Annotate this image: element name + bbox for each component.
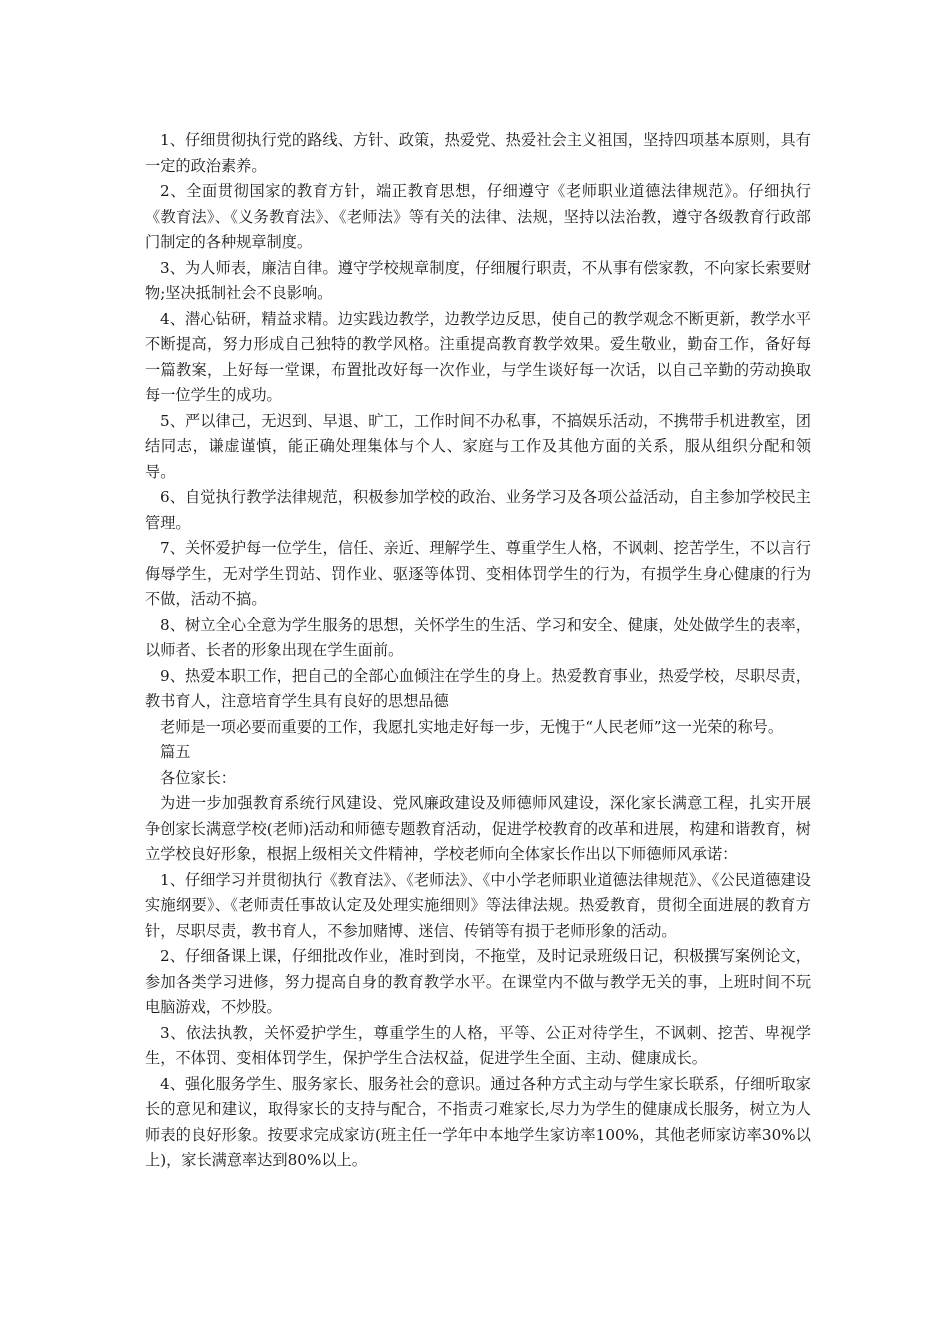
pledge-item-4: 4、强化服务学生、服务家长、服务社会的意识。通过各种方式主动与学生家长联系，仔细听取家长的意见和建议，取得家长的支持与配合，不指责刁难家长,尽力为学生的健康成长服务，树立为人师表的良好形象。按要求完成家访(班主任一学年中本地学生家访率100%，其他老师家访率30%以上)，家长满意率达到80%以上。 — [145, 1074, 811, 1169]
section-heading: 篇五 — [160, 743, 191, 761]
paragraph-6: 6、自觉执行教学法律规范，积极参加学校的政治、业务学习及各项公益活动，自主参加学校民主管理。 — [145, 488, 811, 532]
intro-paragraph: 为进一步加强教育系统行风建设、党风廉政建设及师德师风建设，深化家长满意工程，扎实开展争创家长满意学校(老师)活动和师德专题教育活动，促进学校教育的改革和进展，构建和谐教育，树立学校良好形象，根据上级相关文件精神，学校老师向全体家长作出以下师德师风承诺： — [145, 794, 811, 863]
pledge-item-2: 2、仔细备课上课，仔细批改作业，准时到岗，不拖堂，及时记录班级日记，积极撰写案例论文，参加各类学习进修，努力提高自身的教育教学水平。在课堂内不做与教学无关的事，上班时间不玩电脑游戏，不炒股。 — [145, 947, 811, 1016]
closing-paragraph: 老师是一项必要而重要的工作，我愿扎实地走好每一步，无愧于“人民老师”这一光荣的称号。 — [160, 717, 784, 736]
document-body — [145, 128, 811, 1174]
paragraph-3: 3、为人师表，廉洁自律。遵守学校规章制度，仔细履行职责，不从事有偿家教，不向家长索要财物;坚决抵制社会不良影响。 — [145, 258, 811, 302]
pledge-item-3: 3、依法执教，关怀爱护学生，尊重学生的人格，平等、公正对待学生，不讽刺、挖苦、卑视学生，不体罚、变相体罚学生，保护学生合法权益，促进学生全面、主动、健康成长。 — [145, 1023, 811, 1067]
paragraph-8: 8、树立全心全意为学生服务的思想，关怀学生的生活、学习和安全、健康，处处做学生的表率，以师者、长者的形象出现在学生面前。 — [145, 615, 811, 659]
paragraph-9: 9、热爱本职工作，把自己的全部心血倾注在学生的身上。热爱教育事业，热爱学校，尽职尽责，教书育人，注意培育学生具有良好的思想品德 — [145, 666, 811, 710]
paragraph-1: 1、仔细贯彻执行党的路线、方针、政策，热爱党、热爱社会主义祖国，坚持四项基本原则，具有一定的政治素养。 — [145, 131, 811, 175]
paragraph-2: 2、全面贯彻国家的教育方针，端正教育思想，仔细遵守《老师职业道德法律规范》。仔细执行《教育法》、《义务教育法》、《老师法》等有关的法律、法规，坚持以法治教，遵守各级教育行政部门制定的各种规章制度。 — [145, 182, 811, 251]
pledge-item-1: 1、仔细学习并贯彻执行《教育法》、《老师法》、《中小学老师职业道德法律规范》、《公民道德建设实施纲要》、《老师责任事故认定及处理实施细则》等法律法规。热爱教育，贯彻全面进展的教育方针，尽职尽责，教书育人，不参加赌博、迷信、传销等有损于老师形象的活动。 — [145, 870, 811, 940]
salutation: 各位家长： — [160, 768, 236, 787]
paragraph-7: 7、关怀爱护每一位学生，信任、亲近、理解学生、尊重学生人格，不讽刺、挖苦学生，不以言行侮辱学生，无对学生罚站、罚作业、驱逐等体罚、变相体罚学生的行为，有损学生身心健康的行为不做，活动不搞。 — [145, 539, 811, 608]
paragraph-5: 5、严以律己，无迟到、早退、旷工，工作时间不办私事，不搞娱乐活动，不携带手机进教室，团结同志，谦虚谨慎，能正确处理集体与个人、家庭与工作及其他方面的关系，服从组织分配和领导。 — [145, 411, 811, 481]
paragraph-4: 4、潜心钻研，精益求精。边实践边教学，边教学边反思，使自己的教学观念不断更新，教学水平不断提高，努力形成自己独特的教学风格。注重提高教育教学效果。爱生敬业，勤奋工作，备好每一篇教案，上好每一堂课，布置批改好每一次作业，与学生谈好每一次话，以自己辛勤的劳动换取每一位学生的成功。 — [145, 309, 811, 404]
